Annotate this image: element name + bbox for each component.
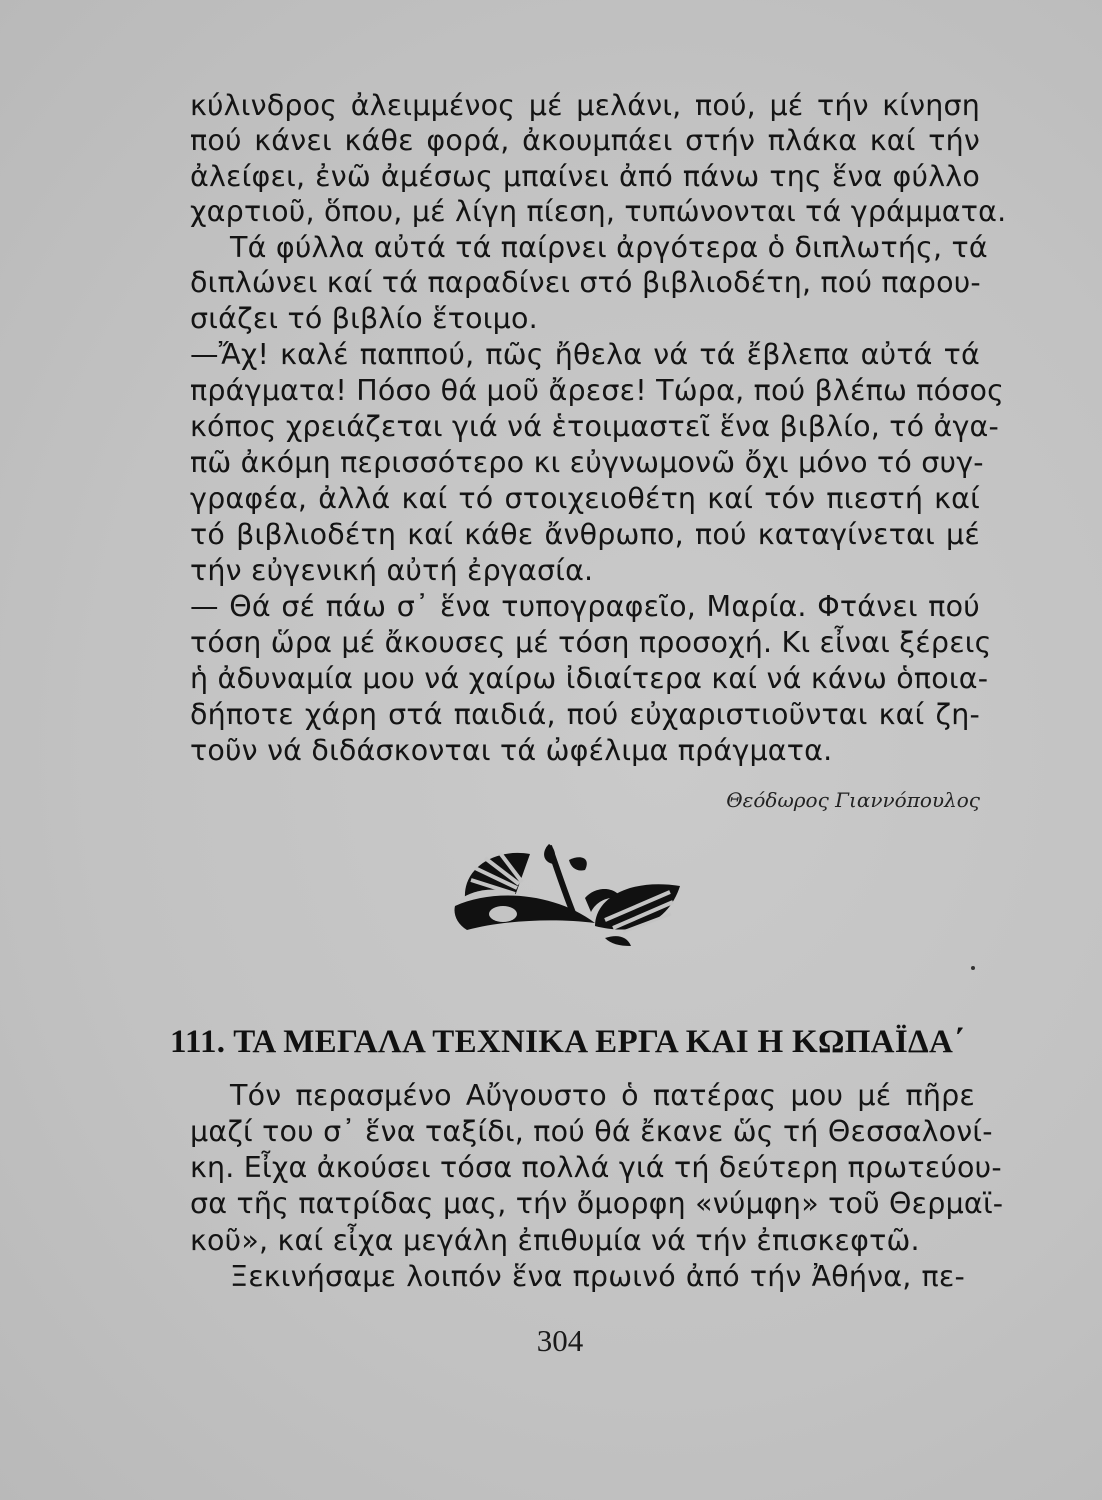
text-line: τό βιβλιοδέτη καί κάθε ἄνθρωπο, πού καταγίνεται μέ xyxy=(190,518,980,551)
text-line: μαζί του σ᾽ ἕνα ταξίδι, πού θά ἔκανε ὥς τή Θεσσαλονί- xyxy=(190,1115,993,1148)
text-line: Τά φύλλα αὐτά τά παίρνει ἀργότερα ὁ διπλωτής, τά xyxy=(230,231,988,264)
text-line: δήποτε χάρη στά παιδιά, πού εὐχαριστιοῦνται καί ζη- xyxy=(190,698,980,731)
text-line: γραφέα, ἀλλά καί τό στοιχειοθέτη καί τόν πιεστή καί xyxy=(190,482,980,515)
text-line: κύλινδρος ἀλειμμένος μέ μελάνι, πού, μέ τήν κίνηση xyxy=(190,89,980,122)
text-line: κοῦ», καί εἶχα μεγάλη ἐπιθυμία νά τήν ἐπισκεφτῶ. xyxy=(190,1224,920,1257)
text-line: τήν εὐγενική αὐτή ἐργασία. xyxy=(190,554,594,587)
leaf-fan-ornament-icon xyxy=(445,838,695,948)
text-line: πῶ ἀκόμη περισσότερο κι εὐγνωμονῶ ὄχι μόνο τό συγ- xyxy=(190,446,984,479)
text-line: πού κάνει κάθε φορά, ἀκουμπάει στήν πλάκα καί τήν xyxy=(190,124,980,157)
text-line: τόση ὥρα μέ ἄκουσες μέ τόση προσοχή. Κι εἶναι ξέρεις xyxy=(190,626,992,659)
chapter-heading: 111. ΤΑ ΜΕΓΑΛΑ ΤΕΧΝΙΚΑ ΕΡΓΑ ΚΑΙ Η ΚΩΠΑΪΔΑ΄ xyxy=(170,1024,965,1060)
text-line: πράγματα! Πόσο θά μοῦ ἄρεσε! Τώρα, πού βλέπω πόσος xyxy=(190,374,1005,407)
text-line: διπλώνει καί τά παραδίνει στό βιβλιοδέτη, πού παρου- xyxy=(190,266,981,299)
text-line: σα τῆς πατρίδας μας, τήν ὄμορφη «νύμφη» τοῦ Θερμαϊ- xyxy=(190,1187,1004,1220)
dialogue-line: —Ἄχ! καλέ παππού, πῶς ἤθελα νά τά ἔβλεπα αὐτά τά xyxy=(190,338,980,371)
text-line: κόπος χρειάζεται γιά νά ἑτοιμαστεῖ ἕνα βιβλίο, τό ἀγα- xyxy=(190,410,1000,443)
text-line: τοῦν νά διδάσκονται τά ὠφέλιμα πράγματα. xyxy=(190,734,833,767)
text-line: σιάζει τό βιβλίο ἕτοιμο. xyxy=(190,302,538,335)
print-speck xyxy=(971,966,975,970)
text-line: Τόν περασμένο Αὔγουστο ὁ πατέρας μου μέ πῆρε xyxy=(230,1079,975,1112)
text-line: ἡ ἀδυναμία μου νά χαίρω ἰδιαίτερα καί νά κάνω ὁποια- xyxy=(190,662,989,695)
text-line: Ξεκινήσαμε λοιπόν ἕνα πρωινό ἀπό τήν Ἀθήνα, πε- xyxy=(230,1260,965,1293)
text-line: χαρτιοῦ, ὅπου, μέ λίγη πίεση, τυπώνονται τά γράμματα. xyxy=(190,195,1007,228)
dialogue-line: — Θά σέ πάω σ᾽ ἕνα τυπογραφεῖο, Μαρία. Φτάνει πού xyxy=(190,590,980,623)
author-signature: Θεόδωρος Γιαννόπουλος xyxy=(726,788,980,812)
page-number: 304 xyxy=(536,1323,584,1358)
text-line: ἀλείφει, ἐνῶ ἀμέσως μπαίνει ἀπό πάνω της ἕνα φύλλο xyxy=(190,160,980,193)
text-line: κη. Εἶχα ἀκούσει τόσα πολλά γιά τή δεύτερη πρωτεύου- xyxy=(190,1151,1002,1184)
